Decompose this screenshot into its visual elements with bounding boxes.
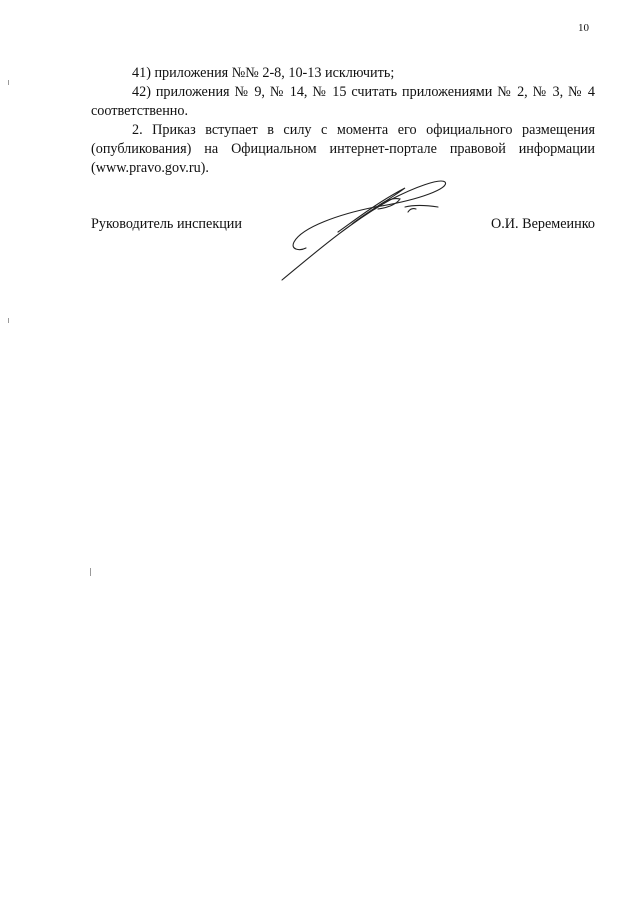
clause-2: 2. Приказ вступает в силу с момента его официального размещения (опубликования) на Официальном интернет-портале правовой информации (www.pravo.gov.ru). (91, 122, 595, 176)
handwritten-signature (280, 172, 450, 284)
signatory-name: О.И. Веремеинко (490, 216, 595, 232)
signatory-role: Руководитель инспекции (91, 216, 242, 232)
document-body (91, 64, 595, 178)
list-item-42: 42) приложения № 9, № 14, № 15 считать приложениями № 2, № 3, № 4 соответственно. (91, 84, 595, 119)
scan-edge-mark (8, 80, 9, 85)
scan-edge-mark (8, 318, 9, 323)
page-number: 10 (578, 22, 589, 34)
list-item-41: 41) приложения №№ 2-8, 10-13 исключить; (132, 65, 395, 81)
scan-edge-mark (90, 568, 91, 576)
